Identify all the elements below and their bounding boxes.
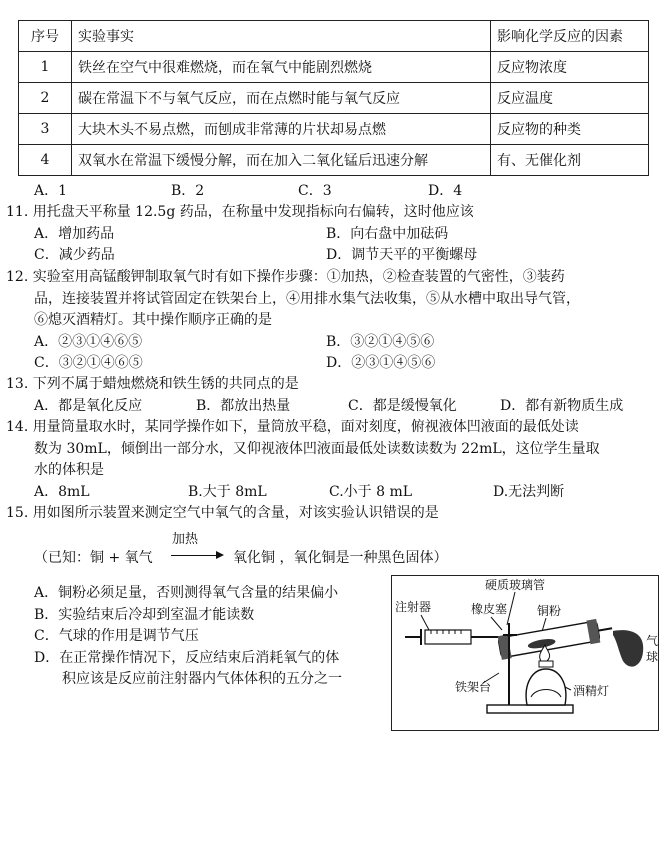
q13-option-d: D．都有新物质生成 xyxy=(500,398,624,414)
q10-option-b: B．2 xyxy=(171,183,205,199)
q14-stem-line-3: 水的体积是 xyxy=(34,462,104,478)
q12-option-d: D．②③①④⑤⑥ xyxy=(326,355,436,371)
leader-syringe xyxy=(421,615,429,630)
table-header-row xyxy=(19,21,649,52)
q14-option-a: A．8mL xyxy=(34,484,90,500)
q15-option-d-cont: 积应该是反应前注射器内气体体积的五分之一 xyxy=(62,671,342,687)
leader-tube xyxy=(507,592,515,625)
q15-option-b: B．实验结束后冷却到室温才能读数 xyxy=(34,607,255,623)
q13-option-b: B．都放出热量 xyxy=(196,398,291,414)
q13-stem: 13. 下列不属于蜡烛燃烧和铁生锈的共同点的是 xyxy=(6,376,299,392)
label-tube: 硬质玻璃管 xyxy=(485,578,546,592)
reaction-arrow-head-icon xyxy=(216,551,224,559)
balloon-drawing xyxy=(613,630,643,667)
q15-reaction-condition: 加热 xyxy=(172,532,199,547)
row-factor: 反应温度 xyxy=(491,83,649,114)
label-lamp: 酒精灯 xyxy=(573,684,610,698)
apparatus-figure xyxy=(391,575,659,731)
q14-option-d: D.无法判断 xyxy=(493,484,565,500)
q11-stem: 11. 用托盘天平称量 12.5g 药品，在称量中发现指标向右偏转，这时他应该 xyxy=(6,204,474,220)
q15-known-prefix: （已知：铜 + 氧气 xyxy=(34,550,153,566)
col-header-fact: 实验事实 xyxy=(72,21,491,52)
label-balloon-1: 气 xyxy=(646,634,659,648)
q10-option-c: C．3 xyxy=(298,183,332,199)
table-row xyxy=(19,83,649,114)
row-factor: 有、无催化剂 xyxy=(491,145,649,176)
col-header-no: 序号 xyxy=(19,21,72,52)
row-fact: 碳在常温下不与氧气反应，而在点燃时能与氧气反应 xyxy=(72,83,491,114)
q10-option-d: D．4 xyxy=(428,183,463,199)
q11-option-c: C．减少药品 xyxy=(34,247,115,263)
leader-stopper xyxy=(491,617,502,630)
label-balloon-2: 球 xyxy=(646,650,659,664)
q11-option-a: A．增加药品 xyxy=(34,226,115,242)
q12-stem-line-2: 品，连接装置并将试管固定在铁架台上，④用排水集气法收集，⑤从水槽中取出导气管， xyxy=(34,291,580,307)
row-factor: 反应物的种类 xyxy=(491,114,649,145)
table-row xyxy=(19,145,649,176)
label-stopper: 橡皮塞 xyxy=(471,602,508,616)
label-stand: 铁架台 xyxy=(455,680,492,694)
q15-known-suffix: 氧化铜 ，氧化铜是一种黑色固体） xyxy=(233,550,448,566)
q14-option-b: B.大于 8mL xyxy=(188,484,267,500)
row-fact: 双氧水在常温下缓慢分解，而在加入二氧化锰后迅速分解 xyxy=(72,145,491,176)
row-factor: 反应物浓度 xyxy=(491,52,649,83)
q15-option-c: C．气球的作用是调节气压 xyxy=(34,628,199,644)
row-fact: 铁丝在空气中很难燃烧，而在氧气中能剧烈燃烧 xyxy=(72,52,491,83)
table-row xyxy=(19,52,649,83)
q15-stem: 15. 用如图所示装置来测定空气中氧气的含量，对该实验认识错误的是 xyxy=(6,505,439,521)
q10-option-a: A．1 xyxy=(34,183,68,199)
q12-option-b: B．③②①④⑤⑥ xyxy=(326,334,435,350)
q11-option-b: B．向右盘中加砝码 xyxy=(326,226,449,242)
glass-tube-drawing xyxy=(498,616,614,659)
col-header-factor: 影响化学反应的因素 xyxy=(491,21,649,52)
q13-option-a: A．都是氧化反应 xyxy=(34,398,143,414)
q15-option-d: D．在正常操作情况下，反应结束后消耗氧气的体 xyxy=(34,650,340,666)
label-copper: 铜粉 xyxy=(537,604,562,618)
q12-stem-line-3: ⑥熄灭酒精灯。其中操作顺序正确的是 xyxy=(34,312,272,328)
q13-option-c: C．都是缓慢氧化 xyxy=(348,398,457,414)
q14-option-c: C.小于 8 mL xyxy=(329,484,413,500)
row-no: 2 xyxy=(19,83,72,114)
reaction-arrow-line xyxy=(171,555,221,556)
q15-option-a: A．铜粉必须足量，否则测得氧气含量的结果偏小 xyxy=(34,585,339,601)
syringe-drawing xyxy=(405,629,499,645)
q12-stem-line-1: 12. 实验室用高锰酸钾制取氧气时有如下操作步骤：①加热，②检查装置的气密性，③装药 xyxy=(6,269,565,285)
q14-stem-line-2: 数为 30mL，倾倒出一部分水，又仰视液体凹液面最低处读数读数为 22mL，这位学生量取 xyxy=(34,441,600,457)
q14-stem-line-1: 14. 用量筒量取水时，某同学操作如下，量筒放平稳，面对刻度，俯视液体凹液面的最低处读 xyxy=(6,419,579,435)
facts-table xyxy=(18,20,649,176)
row-fact: 大块木头不易点燃，而刨成非常薄的片状却易点燃 xyxy=(72,114,491,145)
table-row xyxy=(19,114,649,145)
label-syringe: 注射器 xyxy=(395,600,432,614)
row-no: 1 xyxy=(19,52,72,83)
alcohol-lamp-drawing xyxy=(526,645,566,705)
q12-option-a: A．②③①④⑥⑤ xyxy=(34,334,143,350)
row-no: 3 xyxy=(19,114,72,145)
q12-option-c: C．③②①④⑥⑤ xyxy=(34,355,143,371)
q11-option-d: D．调节天平的平衡螺母 xyxy=(326,247,478,263)
row-no: 4 xyxy=(19,145,72,176)
